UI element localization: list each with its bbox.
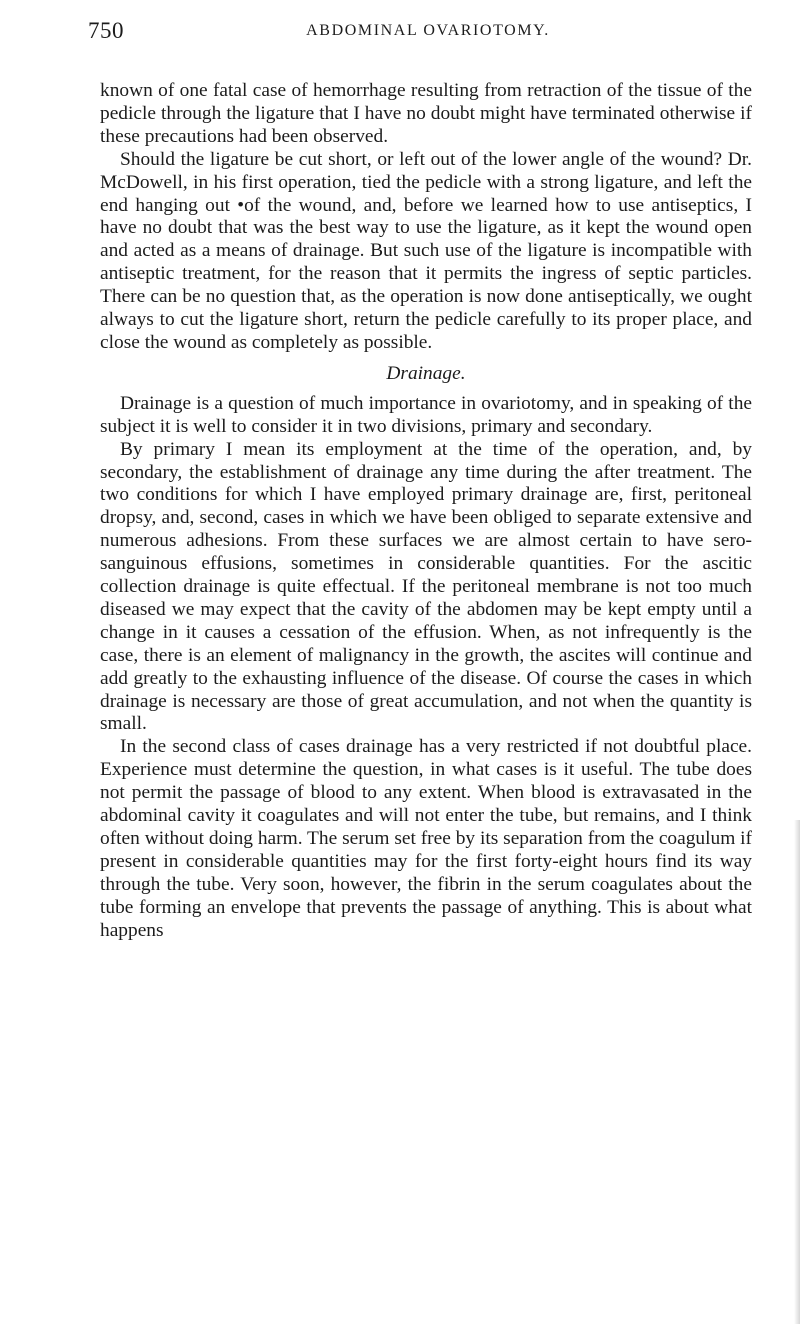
page-header xyxy=(88,18,728,52)
paragraph: By primary I mean its employment at the time of the operation, and, by secondary, the establishment of drainage any time during the after treatment. The two conditions for which I have employed primary drainage are, first, peritoneal dropsy, and, second, cases in which we have been obliged to separate extensive and numerous adhesions. From these surfaces we are almost certain to have sero-sanguinous effusions, sometimes in considerable quantities. For the ascitic collection drainage is quite effectual. If the peritoneal membrane is not too much diseased we may expect that the cavity of the abdomen may be kept empty until a change in it causes a cessation of the effusion. When, as not infrequently is the case, there is an element of malignancy in the growth, the ascites will continue and add greatly to the exhausting influence of the disease. Of course the cases in which drainage is necessary are those of great accumulation, and not when the quantity is small. xyxy=(100,438,752,735)
paragraph: Drainage is a question of much importance in ovariotomy, and in speaking of the subject it is well to consider it in two divisions, primary and secondary. xyxy=(100,392,752,437)
running-title: ABDOMINAL OVARIOTOMY. xyxy=(306,22,550,39)
body-text xyxy=(100,80,752,943)
section-heading: Drainage. xyxy=(386,362,466,384)
page-number: 750 xyxy=(88,18,124,43)
paragraph: Should the ligature be cut short, or left out of the lower angle of the wound? Dr. McDowell, in his first operation, tied the pedicle with a strong ligature, and left the end hanging out •of the wound, and, before we learned how to use antiseptics, I have no doubt that was the best way to use the ligature, as it kept the wound open and acted as a means of drainage. But such use of the ligature is incompatible with antiseptic treatment, for the reason that it permits the ingress of septic particles. There can be no question that, as the operation is now done antiseptically, we ought always to cut the ligature short, return the pedicle carefully to its proper place, and close the wound as completely as possible. xyxy=(100,148,752,353)
paragraph: known of one fatal case of hemorrhage resulting from retraction of the tissue of the pedicle through the ligature that I have no doubt might have terminated otherwise if these precautions had been observed. xyxy=(100,80,752,147)
page-edge-shadow xyxy=(794,820,800,1324)
paragraph: In the second class of cases drainage has a very restricted if not doubtful place. Experience must determine the question, in what cases is it useful. The tube does not permit the passage of blood to any extent. When blood is extravasated in the abdominal cavity it coagulates and will not enter the tube, but remains, and I think often without doing harm. The serum set free by its separation from the coagulum if present in considerable quantities may for the first forty-eight hours find its way through the tube. Very soon, however, the fibrin in the serum coagulates about the tube forming an envelope that prevents the passage of anything. This is about what happens xyxy=(100,736,752,941)
